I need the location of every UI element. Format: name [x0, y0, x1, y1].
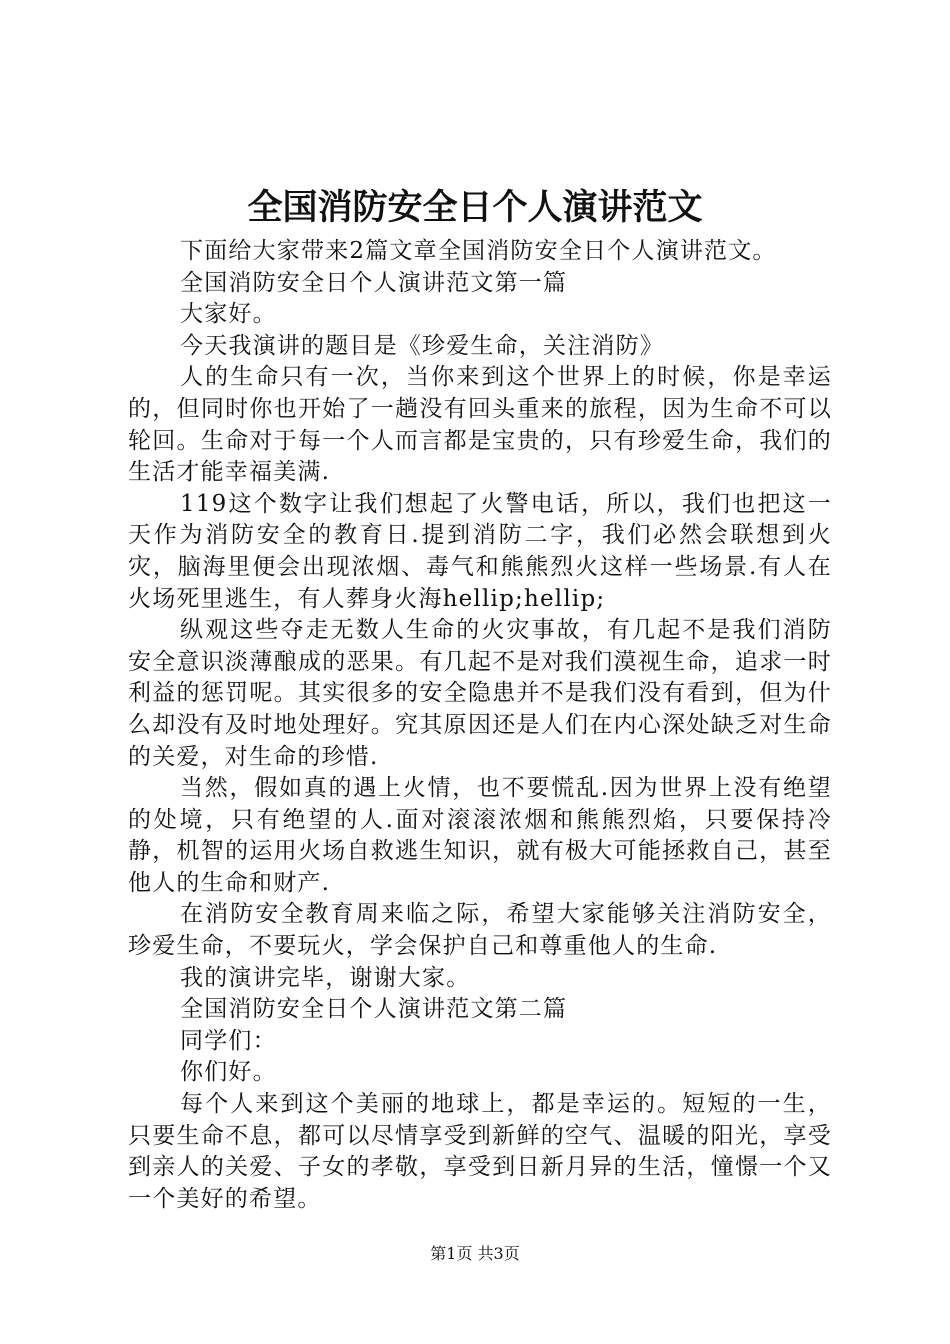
paragraph-topic: 今天我演讲的题目是《珍爱生命，关注消防》: [180, 332, 664, 359]
section-heading-first: 全国消防安全日个人演讲范文第一篇: [180, 269, 568, 296]
paragraph: 每个人来到这个美丽的地球上，都是幸运的。短短的一生，只要生命不息，都可以尽情享受到新鲜的空气、温暖的阳光，享受到亲人的关爱、子女的孝敬，享受到日新月异的生活，憧憬一个又一个美好的希望。: [128, 1091, 832, 1212]
paragraph: 在消防安全教育周来临之际，希望大家能够关注消防安全，珍爱生命，不要玩火，学会保护自己和尊重他人的生命.: [128, 901, 832, 960]
paragraph: 纵观这些夺走无数人生命的火灾事故，有几起不是我们消防安全意识淡薄酿成的恶果。有几起不是对我们漠视生命，追求一时利益的惩罚呢。其实很多的安全隐患并不是我们没有看到，但为什么却没有及时地处理好。究其原因还是人们在内心深处缺乏对生命的关爱，对生命的珍惜.: [128, 617, 832, 770]
page-footer: 第1页 共3页: [430, 1244, 520, 1263]
paragraph: 当然，假如真的遇上火情，也不要慌乱.因为世界上没有绝望的处境，只有绝望的人.面对滚滚浓烟和熊熊烈焰，只要保持冷静，机智的运用火场自救逃生知识，就有极大可能拯救自己，甚至他人的生命和财产.: [128, 775, 832, 896]
paragraph-greeting: 你们好。: [180, 1059, 277, 1086]
document-body: [128, 236, 832, 1215]
paragraph-greeting: 大家好。: [180, 301, 277, 328]
paragraph: 119这个数字让我们想起了火警电话，所以，我们也把这一天作为消防安全的教育日.提到消防二字，我们必然会联想到火灾，脑海里便会出现浓烟、毒气和熊熊烈火这样一些场景.有人在火场死里逃生，有人葬身火海hellip;hellip;: [128, 490, 832, 612]
section-heading-second: 全国消防安全日个人演讲范文第二篇: [180, 996, 568, 1023]
paragraph: 人的生命只有一次，当你来到这个世界上的时候，你是幸运的，但同时你也开始了一趟没有回头重来的旅程，因为生命不可以轮回。生命对于每一个人而言都是宝贵的，只有珍爱生命，我们的生活才能幸福美满.: [128, 364, 832, 486]
paragraph-salutation: 同学们：: [180, 1027, 277, 1054]
document-title: 全国消防安全日个人演讲范文: [247, 187, 703, 228]
paragraph-intro: 下面给大家带来2篇文章全国消防安全日个人演讲范文。: [180, 238, 777, 264]
paragraph-closing: 我的演讲完毕，谢谢大家。: [180, 964, 471, 991]
